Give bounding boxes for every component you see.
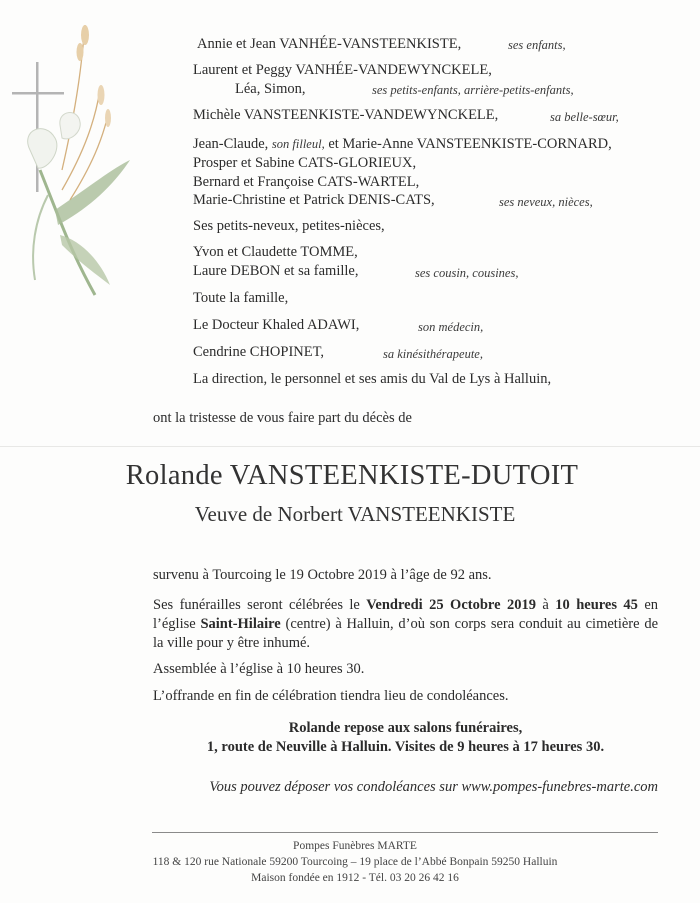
family-line: Laurent et Peggy VANHÉE-VANDEWYNCKELE, xyxy=(193,62,492,78)
family-line: Annie et Jean VANHÉE-VANSTEENKISTE, xyxy=(197,36,462,52)
announcement: ont la tristesse de vous faire part du décès de xyxy=(153,410,412,426)
family-line: Marie-Christine et Patrick DENIS-CATS, xyxy=(193,192,435,208)
family-relation: sa belle-sœur, xyxy=(550,110,619,124)
fold-line xyxy=(0,446,700,447)
family-line: Laure DEBON et sa famille, xyxy=(193,263,359,279)
family-line: Michèle VANSTEENKISTE-VANDEWYNCKELE, xyxy=(193,107,499,123)
condolences-text: Vous pouvez déposer vos condoléances sur xyxy=(209,779,458,795)
church-name: Saint-Hilaire xyxy=(200,616,281,632)
footer-divider xyxy=(152,832,658,833)
footer-founded: Maison fondée en 1912 - Tél. 03 20 26 42 16 xyxy=(251,872,459,884)
family-line: Prosper et Sabine CATS-GLORIEUX, xyxy=(193,155,417,171)
family-line: Yvon et Claudette TOMME, xyxy=(193,244,358,260)
funeral-text: à xyxy=(542,597,549,613)
condolences-link[interactable]: www.pompes-funebres-marte.com xyxy=(461,779,658,795)
family-line: Le Docteur Khaled ADAWI, xyxy=(193,317,360,333)
funeral-time: 10 heures 45 xyxy=(555,597,638,613)
family-relation: ses enfants, xyxy=(508,38,566,52)
assembly-note: Assemblée à l’église à 10 heures 30. xyxy=(153,661,365,677)
footer-company: Pompes Funèbres MARTE xyxy=(293,840,417,852)
family-line: La direction, le personnel et ses amis du Val de Lys à Halluin, xyxy=(193,371,552,387)
lily-icon xyxy=(28,113,130,295)
family-relation: ses cousin, cousines, xyxy=(415,266,519,280)
footer-address: 118 & 120 rue Nationale 59200 Tourcoing – 19 place de l’Abbé Bonpain 59250 Halluin xyxy=(152,856,558,868)
offering-note: L’offrande en fin de célébration tiendra lieu de condoléances. xyxy=(153,688,509,704)
family-line: Léa, Simon, xyxy=(235,81,306,97)
family-line: Ses petits-neveux, petites-nièces, xyxy=(193,218,385,234)
family-line: Cendrine CHOPINET, xyxy=(193,344,325,360)
deceased-name: Rolande VANSTEENKISTE-DUTOIT xyxy=(125,460,579,491)
family-relation: son filleul, xyxy=(271,137,325,151)
death-notice: survenu à Tourcoing le 19 Octobre 2019 à l’âge de 92 ans. xyxy=(153,567,492,583)
family-relation: ses petits-enfants, arrière-petits-enfants, xyxy=(372,83,574,97)
condolences-line xyxy=(0,778,658,797)
deceased-subtitle: Veuve de Norbert VANSTEENKISTE xyxy=(194,502,516,526)
cross-lily-illustration xyxy=(0,20,140,300)
family-relation: son médecin, xyxy=(418,320,484,334)
family-line xyxy=(193,136,612,153)
rest-line-1: Rolande repose aux salons funéraires, xyxy=(288,720,523,736)
funeral-text: Ses funérailles seront célébrées le xyxy=(153,597,360,613)
family-relation: sa kinésithérapeute, xyxy=(383,347,483,361)
family-name-post: et Marie-Anne VANSTEENKISTE-CORNARD, xyxy=(328,136,612,152)
rest-line-2: 1, route de Neuville à Halluin. Visites de 9 heures à 17 heures 30. xyxy=(206,739,605,755)
family-name-pre: Jean-Claude, xyxy=(193,136,269,152)
family-relation: ses neveux, nièces, xyxy=(499,195,593,209)
funeral-paragraph xyxy=(153,596,658,653)
family-line: Bernard et Françoise CATS-WARTEL, xyxy=(193,174,420,190)
funeral-text: (centre) à Halluin, d’où son corps sera conduit au cimetière de la ville pour y être inhumé. xyxy=(153,616,659,651)
funeral-date: Vendredi 25 Octobre 2019 xyxy=(366,597,536,613)
cross-icon xyxy=(12,62,64,192)
family-line: Toute la famille, xyxy=(193,290,289,306)
funeral-text: en l’église xyxy=(153,597,659,632)
